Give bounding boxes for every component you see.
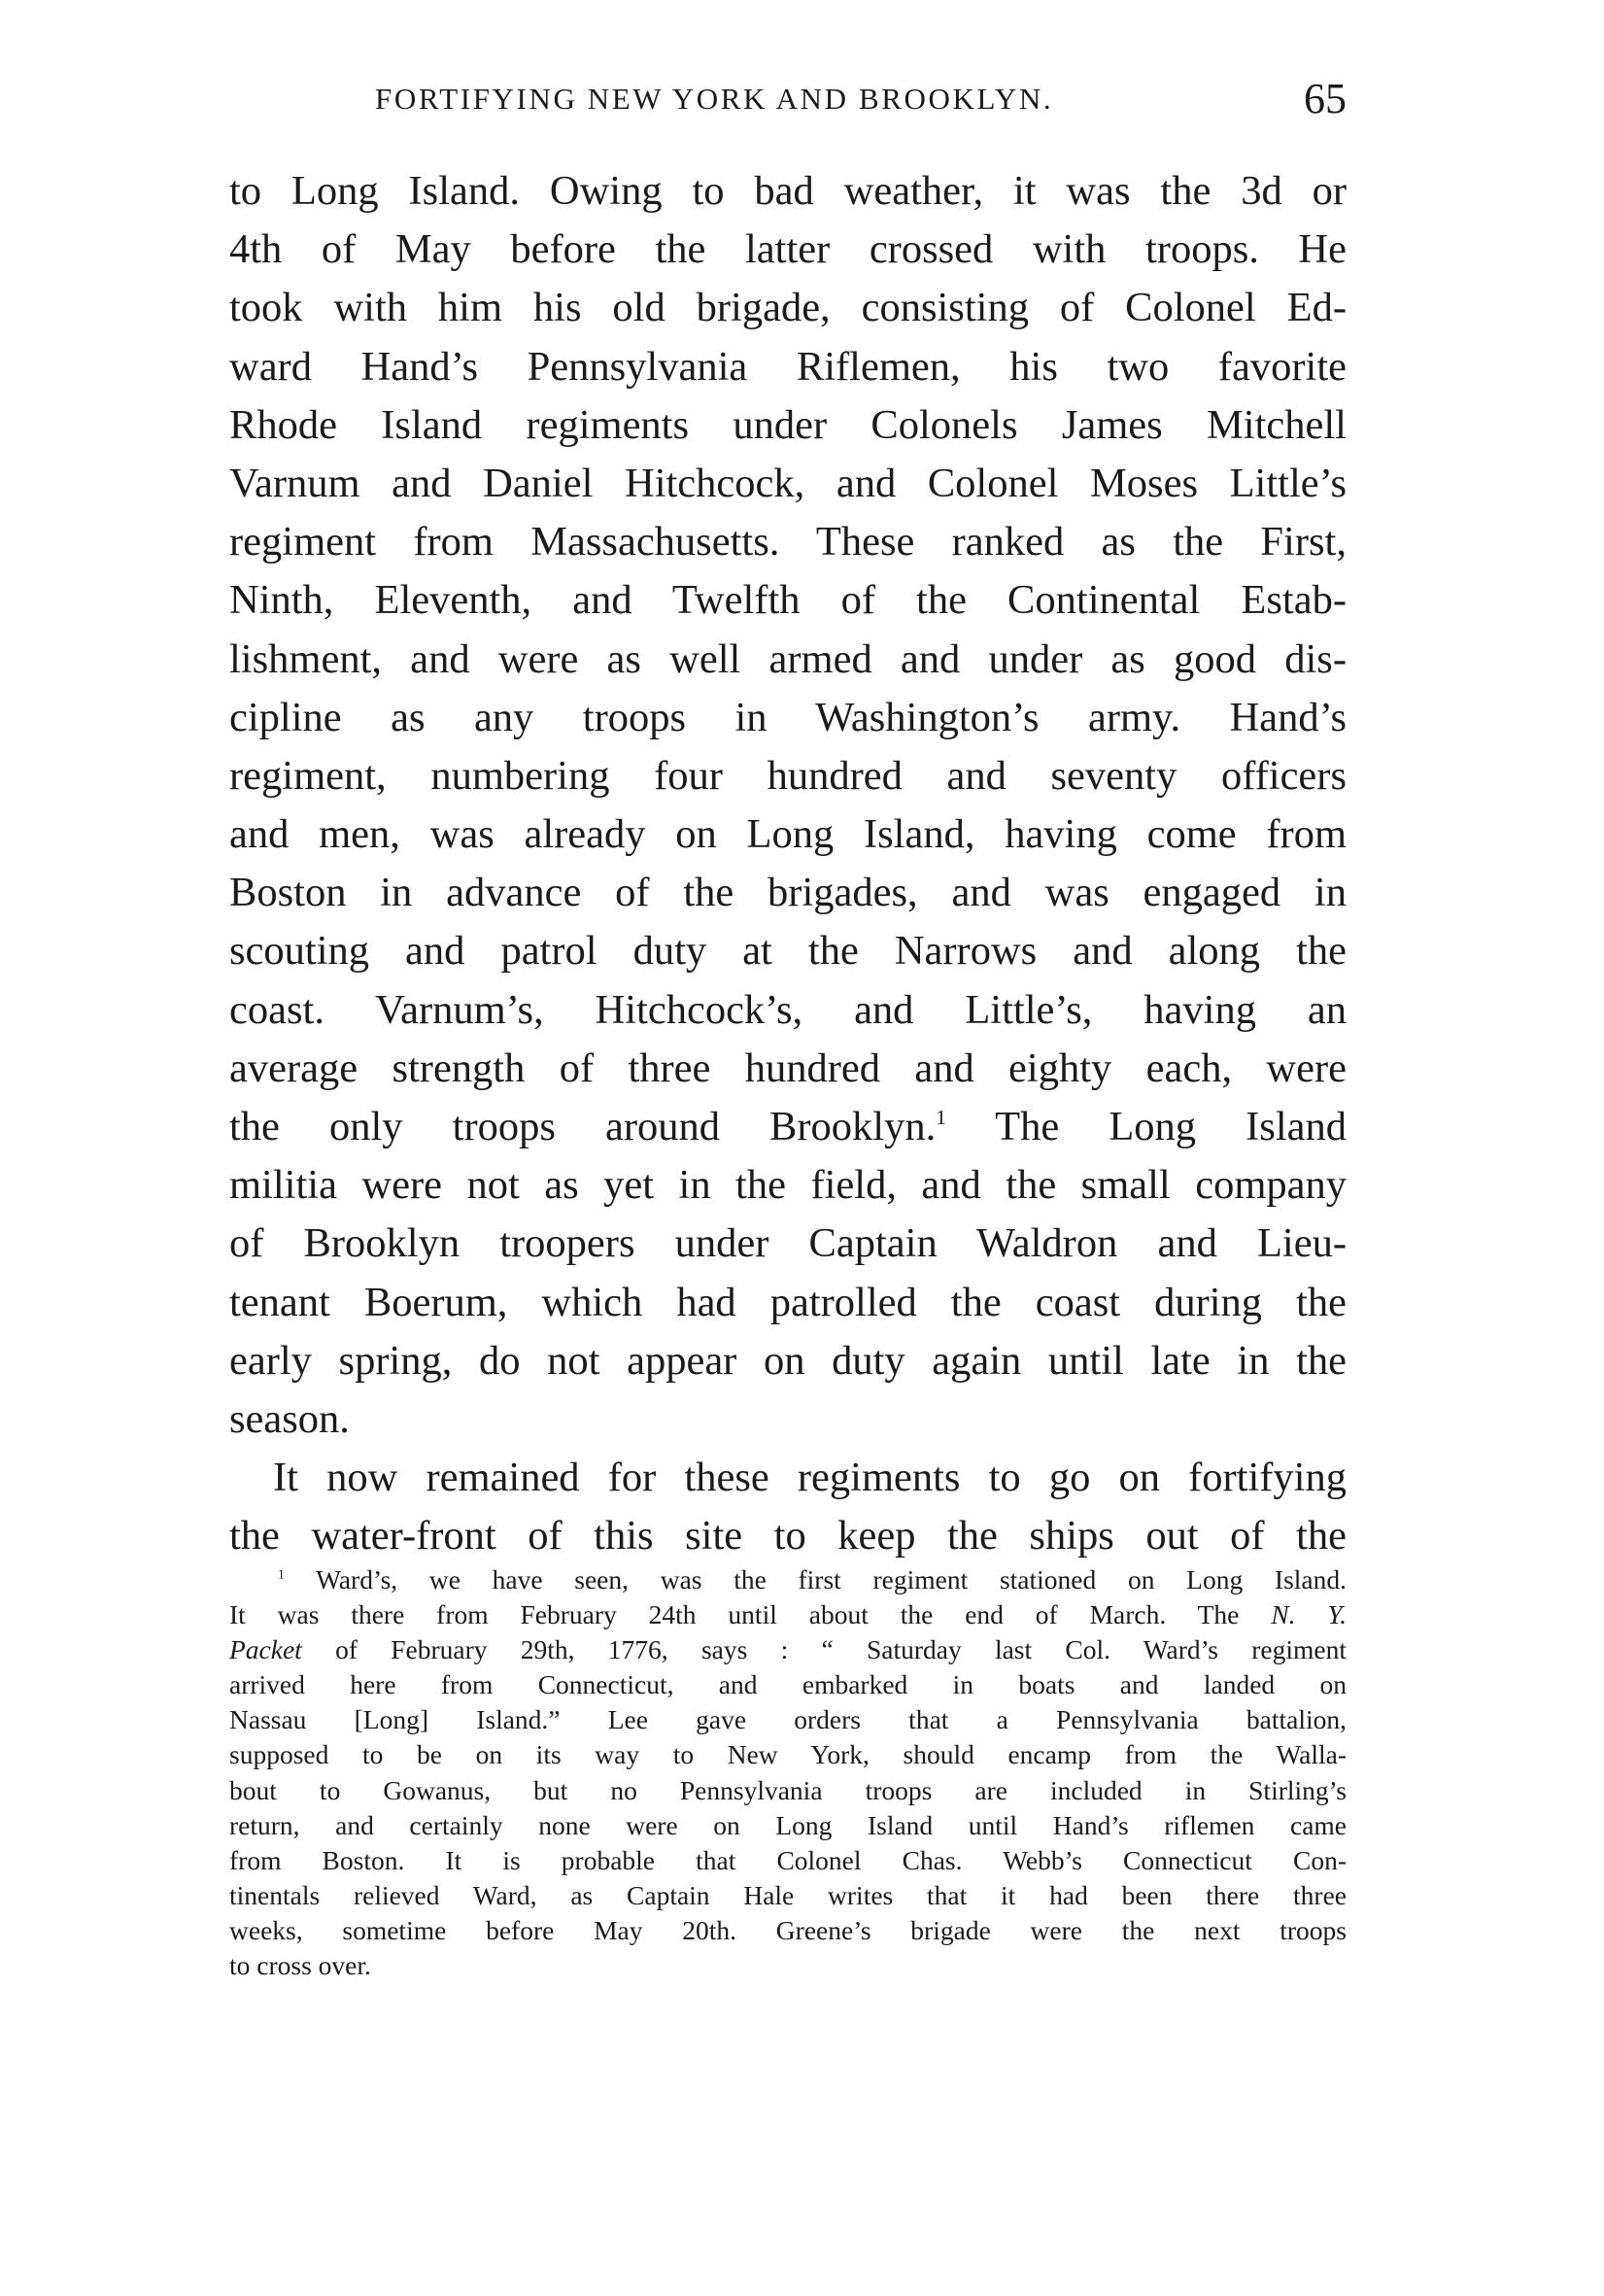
body-line: average strength of three hundred and eighty each, were xyxy=(229,1045,1347,1091)
body-line: militia were not as yet in the field, and the small company xyxy=(229,1162,1347,1209)
footnote-text: It was there from February 24th until about the end of March. The xyxy=(229,1599,1240,1630)
body-line: 4th of May before the latter crossed with troops. He xyxy=(229,226,1347,273)
footnote-reference: 1 xyxy=(936,1106,946,1130)
footnote-line: weeks, sometime before May 20th. Greene’s brigade were the next troops xyxy=(229,1914,1347,1945)
running-head-title: FORTIFYING NEW YORK AND BROOKLYN. xyxy=(375,82,1054,116)
footnote-marker: 1 xyxy=(278,1566,285,1582)
body-line: cipline as any troops in Washington’s army. Hand’s xyxy=(229,694,1347,740)
footnote-line: supposed to be on its way to New York, should encamp from the Walla- xyxy=(229,1739,1347,1770)
footnote-line: to cross over. xyxy=(229,1950,371,1981)
footnote-text: of February 29th, 1776, says : “ Saturday last Col. Ward’s regiment xyxy=(335,1634,1347,1665)
footnote-line: return, and certainly none were on Long Island until Hand’s riflemen came xyxy=(229,1809,1347,1840)
body-line: regiment, numbering four hundred and seventy officers xyxy=(229,752,1347,799)
footnote-italic-title: Packet xyxy=(229,1634,302,1665)
body-line: regiment from Massachusetts. These ranked as the First, xyxy=(229,519,1347,565)
footnote xyxy=(229,1562,1347,1983)
body-line: season. xyxy=(229,1395,350,1442)
footnote-line: bout to Gowanus, but no Pennsylvania troops are included in Stirling’s xyxy=(229,1774,1347,1805)
body-line: early spring, do not appear on duty again until late in the xyxy=(229,1337,1347,1384)
body-line-text: The Long Island xyxy=(945,1104,1347,1149)
footnote-line: tinentals relieved Ward, as Captain Hale writes that it had been there three xyxy=(229,1879,1347,1910)
body-line: the water-front of this site to keep the ships out of the xyxy=(229,1513,1347,1559)
page-number: 65 xyxy=(1304,75,1347,122)
body-line-paragraph-start: It now remained for these regiments to go on fortifying xyxy=(273,1455,1347,1501)
body-text xyxy=(229,162,1347,1566)
footnote-line xyxy=(229,1632,1347,1667)
footnote-line xyxy=(229,1562,1347,1597)
body-line: scouting and patrol duty at the Narrows and along the xyxy=(229,928,1347,975)
body-line: of Brooklyn troopers under Captain Waldron and Lieu- xyxy=(229,1220,1347,1267)
footnote-line: Nassau [Long] Island.” Lee gave orders that a Pennsylvania battalion, xyxy=(229,1704,1347,1735)
body-line: took with him his old brigade, consisting of Colonel Ed- xyxy=(229,285,1347,331)
footnote-text: Ward’s, we have seen, was the first regiment stationed on Long Island. xyxy=(284,1564,1347,1594)
running-head xyxy=(229,74,1347,128)
body-line: tenant Boerum, which had patrolled the coast during the xyxy=(229,1279,1347,1325)
footnote-italic-title: N. Y. xyxy=(1271,1599,1347,1630)
body-line: Boston in advance of the brigades, and was engaged in xyxy=(229,870,1347,916)
body-line: Ninth, Eleventh, and Twelfth of the Continental Estab- xyxy=(229,577,1347,624)
body-line: Varnum and Daniel Hitchcock, and Colonel Moses Little’s xyxy=(229,460,1347,506)
body-line: ward Hand’s Pennsylvania Riflemen, his two favorite xyxy=(229,343,1347,390)
body-line: to Long Island. Owing to bad weather, it was the 3d or xyxy=(229,168,1347,214)
body-line-text: the only troops around Brooklyn. xyxy=(229,1104,937,1149)
body-line: and men, was already on Long Island, having come from xyxy=(229,811,1347,858)
body-line: Rhode Island regiments under Colonels James Mitchell xyxy=(229,401,1347,448)
footnote-line xyxy=(229,1597,1347,1632)
footnote-line: from Boston. It is probable that Colonel Chas. Webb’s Connecticut Con- xyxy=(229,1844,1347,1875)
body-line-with-footnote-ref xyxy=(229,1098,1347,1156)
body-line: lishment, and were as well armed and under as good dis- xyxy=(229,635,1347,682)
body-line: coast. Varnum’s, Hitchcock’s, and Little’s, having an xyxy=(229,986,1347,1033)
footnote-line: arrived here from Connecticut, and embarked in boats and landed on xyxy=(229,1669,1347,1700)
